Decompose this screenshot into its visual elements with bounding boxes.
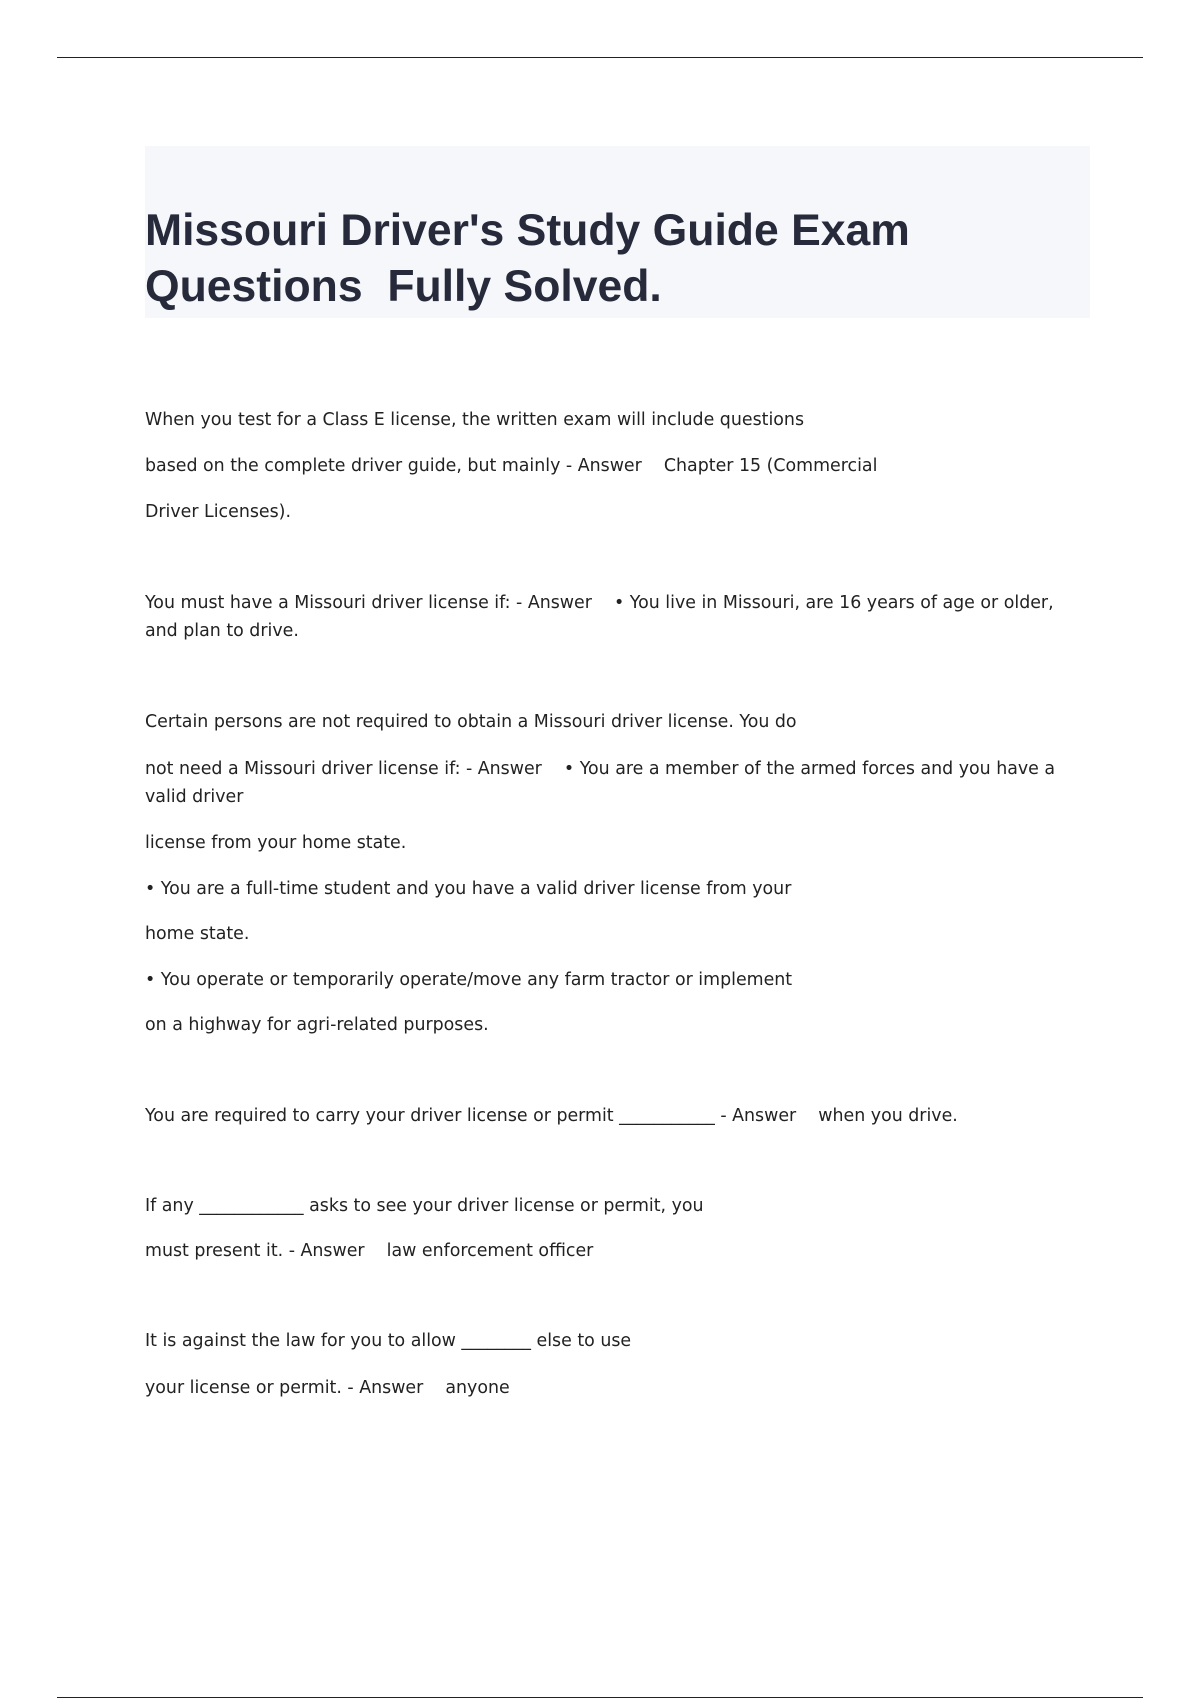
question-3-line-7: on a highway for agri-related purposes.	[145, 1015, 489, 1035]
question-3-line-3: license from your home state.	[145, 833, 407, 853]
question-1-line-2: based on the complete driver guide, but mainly - Answer Chapter 15 (Commercial	[145, 456, 878, 476]
question-3-line-5: home state.	[145, 924, 250, 944]
question-5-line-2: must present it. - Answer law enforcement officer	[145, 1241, 594, 1261]
question-1-line-1: When you test for a Class E license, the written exam will include questions	[145, 410, 805, 430]
top-rule	[57, 57, 1143, 58]
question-3-line-1: Certain persons are not required to obtain a Missouri driver license. You do	[145, 712, 797, 732]
bottom-rule	[57, 1697, 1143, 1698]
document-title: Missouri Driver's Study Guide Exam Questions Fully Solved.	[145, 206, 923, 311]
question-3-line-2: not need a Missouri driver license if: - Answer • You are a member of the armed forces and you have a valid driver	[145, 759, 1061, 807]
question-5-line-1: If any ____________ asks to see your driver license or permit, you	[145, 1196, 704, 1216]
question-4: You are required to carry your driver license or permit ___________ - Answer when you drive.	[145, 1106, 958, 1126]
question-2: You must have a Missouri driver license if: - Answer • You live in Missouri, are 16 years of age or older, and plan to drive.	[145, 593, 1060, 641]
question-6-line-1: It is against the law for you to allow ________ else to use	[145, 1331, 632, 1351]
question-1-line-3: Driver Licenses).	[145, 502, 291, 522]
question-3-line-6: • You operate or temporarily operate/move any farm tractor or implement	[145, 970, 793, 990]
question-6-line-2: your license or permit. - Answer anyone	[145, 1378, 510, 1398]
question-3-line-4: • You are a full-time student and you have a valid driver license from your	[145, 879, 792, 899]
